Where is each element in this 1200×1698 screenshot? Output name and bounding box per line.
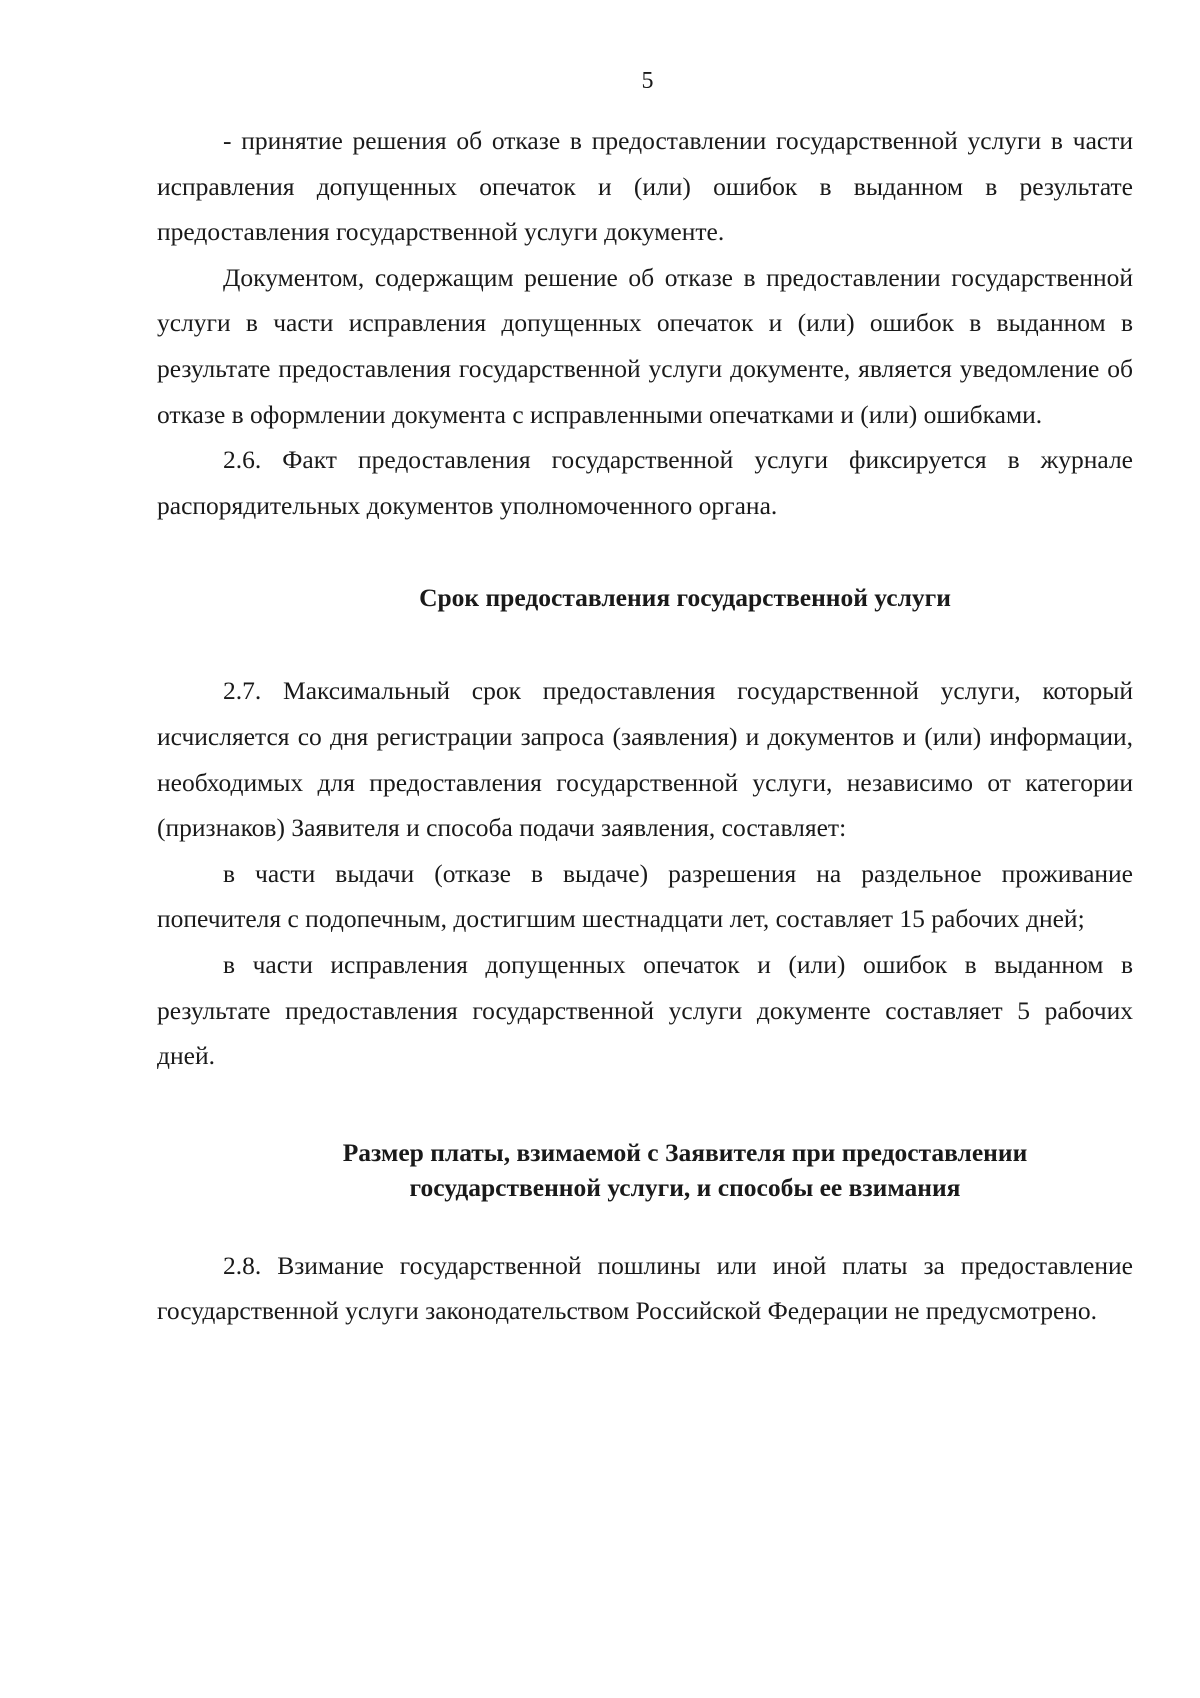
page-number: 5 — [641, 68, 654, 94]
heading-fee — [157, 1135, 1133, 1205]
paragraph-refusal-document: Документом, содержащим решение об отказе в предоставлении государственной услуги в части исправления допущенных опечаток и (или) ошибок в выданном в результате предоставления государственной услуги документе, является уведомление об отказе в оформлении документа с исправленными опечатками и (или) ошибками. — [157, 262, 1133, 429]
paragraph-2-8: 2.8. Взимание государственной пошлины или иной платы за предоставление государственной услуги законодательством Российской Федерации не предусмотрено. — [157, 1250, 1133, 1326]
heading-fee-line-1: Размер платы, взимаемой с Заявителя при предоставлении — [342, 1137, 1028, 1167]
heading-service-term: Срок предоставления государственной услуги — [419, 583, 951, 613]
paragraph-2-6: 2.6. Факт предоставления государственной услуги фиксируется в журнале распорядительных документов уполномоченного органа. — [157, 445, 1133, 520]
paragraph-term-permission: в части выдачи (отказе в выдаче) разрешения на раздельное проживание попечителя с подопечным, достигшим шестнадцати лет, составляет 15 рабочих дней; — [157, 858, 1133, 934]
document-body — [157, 118, 1133, 1334]
paragraph-2-7: 2.7. Максимальный срок предоставления государственной услуги, который исчисляется со дня регистрации запроса (заявления) и документов и (или) информации, необходимых для предоставления государственной услуги, независимо от категории (признаков) Заявителя и способа подачи заявления, составляет: — [157, 676, 1133, 843]
heading-fee-line-2: государственной услуги, и способы ее взимания — [409, 1172, 961, 1202]
paragraph-refusal-decision: - принятие решения об отказе в предоставлении государственной услуги в части исправления допущенных опечаток и (или) ошибок в выданном в результате предоставления государственной услуги документе. — [157, 126, 1133, 247]
paragraph-term-corrections: в части исправления допущенных опечаток и (или) ошибок в выданном в результате предоставления государственной услуги документе составляет 5 рабочих дней. — [157, 949, 1133, 1071]
